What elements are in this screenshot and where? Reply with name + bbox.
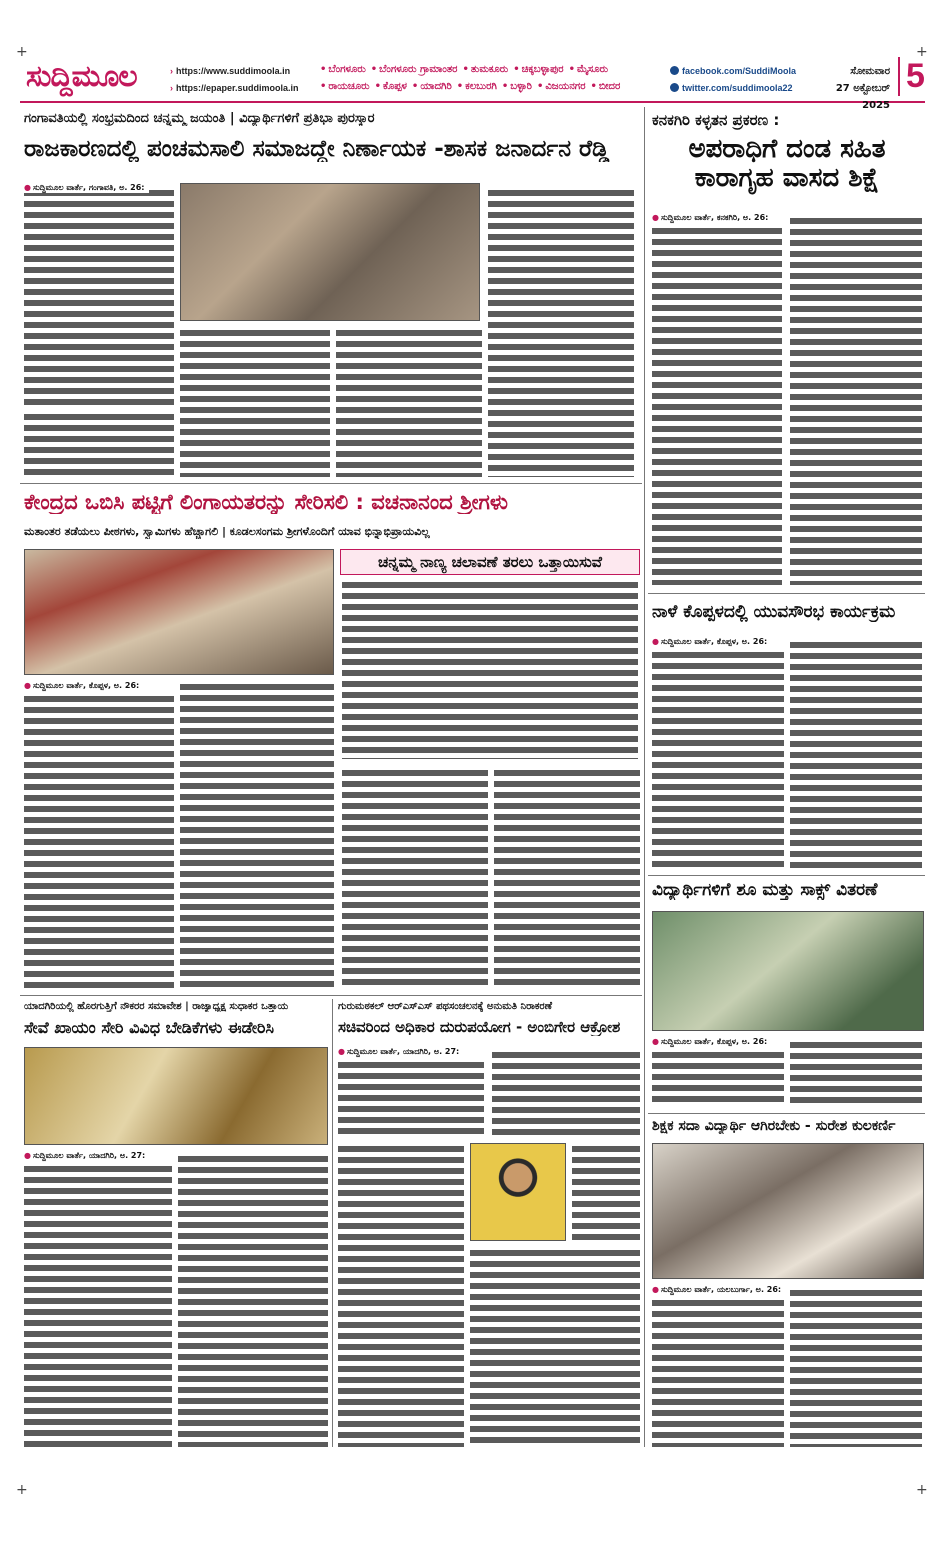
article-body — [338, 1143, 464, 1447]
article-body — [24, 693, 174, 989]
city-item: • ಕೊಪ್ಪಳ — [375, 81, 407, 92]
article-kicker: ಯಾದಗಿರಿಯಲ್ಲಿ ಹೊರಗುತ್ತಿಗೆ ನೌಕರರ ಸಮಾವೇಶ | ರಾಜ್ಯಾಧ್ಯಕ್ಷ ಸುಧಾಕರ ಒತ್ತಾಯ — [24, 1001, 289, 1012]
city-item: • ಮೈಸೂರು — [569, 64, 609, 75]
twitter-icon — [670, 83, 679, 92]
city-item: • ತುಮಕೂರು — [462, 64, 508, 75]
article-body — [24, 1163, 172, 1447]
section-divider — [648, 875, 925, 876]
article-body — [24, 411, 174, 477]
city-item: • ಬಳ್ಳಾರಿ — [502, 81, 532, 92]
section-divider — [648, 1113, 925, 1114]
article-subheadline: ಮತಾಂತರ ತಡೆಯಲು ಪೀಠಗಳು, ಸ್ವಾಮಿಗಳು ಹೆಚ್ಚಾಗಲಿ | ಕೂಡಲಸಂಗಮ ಶ್ರೀಗಳೊಂದಿಗೆ ಯಾವ ಭಿನ್ನಾಭಿಪ್ರಾಯವಿಲ್ಲ — [24, 525, 430, 538]
article-body — [338, 1059, 484, 1139]
person-portrait — [470, 1143, 566, 1241]
facebook-link[interactable]: facebook.com/SuddiMoola — [682, 66, 797, 76]
facebook-icon — [670, 66, 679, 75]
article-byline: ● ಸುದ್ದಿಮೂಲ ವಾರ್ತೆ, ಕೊಪ್ಪಳ, ಅ. 26: — [652, 1037, 771, 1047]
masthead — [20, 55, 925, 111]
twitter-link[interactable]: twitter.com/suddimoola22 — [682, 83, 793, 93]
city-item: • ರಾಯಚೂರು — [320, 81, 370, 92]
epaper-url[interactable]: › https://epaper.suddimoola.in — [170, 80, 299, 97]
article-photo — [24, 1047, 328, 1145]
article-body — [652, 1297, 784, 1447]
article-photo — [24, 549, 334, 675]
section-divider — [20, 995, 642, 996]
article-headline: ಶಿಕ್ಷಕ ಸದಾ ವಿದ್ಯಾರ್ಥಿ ಆಗಿರಬೇಕು - ಸುರೇಶ ಕುಲಕರ್ಣಿ — [652, 1119, 896, 1134]
article-headline: ರಾಜಕಾರಣದಲ್ಲಿ ಪಂಚಮಸಾಲಿ ಸಮಾಜದ್ದೇ ನಿರ್ಣಾಯಕ -ಶಾಸಕ ಜನಾರ್ದನ ರೆಡ್ಡಿ — [24, 137, 610, 162]
city-item: • ಬೀದರ — [590, 81, 620, 92]
article-headline: ವಿದ್ಯಾರ್ಥಿಗಳಿಗೆ ಶೂ ಮತ್ತು ಸಾಕ್ಸ್ ವಿತರಣೆ — [652, 881, 878, 900]
article-body — [652, 1049, 784, 1107]
article-body — [342, 767, 488, 989]
article-body — [790, 1039, 922, 1107]
weekday: ಸೋಮವಾರ — [850, 66, 890, 77]
article-byline: ● ಸುದ್ದಿಮೂಲ ವಾರ್ತೆ, ಯಾದಗಿರಿ, ಅ. 27: — [338, 1047, 463, 1057]
article-body — [790, 1287, 922, 1447]
website-url[interactable]: › https://www.suddimoola.in — [170, 63, 299, 80]
section-divider — [20, 483, 642, 484]
article-photo — [652, 911, 924, 1031]
city-item: • ವಿಜಯನಗರ — [537, 81, 586, 92]
article-body — [336, 327, 482, 477]
article-photo — [652, 1143, 924, 1279]
article-headline: ಸೇವೆ ಖಾಯಂ ಸೇರಿ ವಿವಿಧ ಬೇಡಿಕೆಗಳು ಈಡೇರಿಸಿ — [24, 1019, 274, 1037]
article-body — [790, 215, 922, 585]
article-byline: ● ಸುದ್ದಿಮೂಲ ವಾರ್ತೆ, ಯಲಬುರ್ಗಾ, ಅ. 26: — [652, 1285, 785, 1295]
article-body — [488, 187, 634, 477]
article-kicker: ಕನಕಗಿರಿ ಕಳ್ಳತನ ಪ್ರಕರಣ : — [652, 111, 780, 129]
crop-mark-top-right: + — [916, 44, 928, 60]
article-byline: ● ಸುದ್ದಿಮೂಲ ವಾರ್ತೆ, ಯಾದಗಿರಿ, ಅ. 27: — [24, 1151, 149, 1161]
article-byline: ● ಸುದ್ದಿಮೂಲ ವಾರ್ತೆ, ಕೊಪ್ಪಳ, ಅ. 26: — [652, 637, 771, 647]
article-body — [178, 1153, 328, 1447]
article-body — [342, 579, 638, 759]
city-item: • ಬೆಂಗಳೂರು ಗ್ರಾಮಾಂತರ — [371, 64, 458, 75]
city-item: • ಯಾದಗಿರಿ — [412, 81, 452, 92]
article-byline: ● ಸುದ್ದಿಮೂಲ ವಾರ್ತೆ, ಕನಕಗಿರಿ, ಅ. 26: — [652, 213, 772, 223]
page-number: 5 — [898, 57, 925, 96]
article-byline: ● ಸುದ್ದಿಮೂಲ ವಾರ್ತೆ, ಕೊಪ್ಪಳ, ಅ. 26: — [24, 681, 143, 691]
article-body — [24, 187, 174, 407]
article-kicker: ಗಂಗಾವತಿಯಲ್ಲಿ ಸಂಭ್ರಮದಿಂದ ಚನ್ನಮ್ಮ ಜಯಂತಿ | ವಿದ್ಯಾರ್ಥಿಗಳಿಗೆ ಪ್ರತಿಭಾ ಪುರಸ್ಕಾರ — [24, 111, 375, 126]
column-divider — [644, 107, 645, 1447]
city-item: • ಕಲಬುರಗಿ — [457, 81, 497, 92]
article-body — [572, 1143, 640, 1243]
social-links — [670, 63, 796, 97]
article-byline: ● ಸುದ್ದಿಮೂಲ ವಾರ್ತೆ, ಗಂಗಾವತಿ, ಅ. 26: — [24, 183, 149, 193]
article-body — [180, 681, 334, 989]
crop-mark-bottom-right: + — [916, 1482, 928, 1498]
article-kicker: ಗುರುಮಠಕಲ್ ಆರ್‌ಎಸ್‌ಎಸ್ ಪಥಸಂಚಲನಕ್ಕೆ ಅನುಮತಿ ನಿರಾಕರಣೆ — [338, 1001, 552, 1012]
article-photo — [180, 183, 480, 321]
website-links — [170, 63, 299, 97]
newspaper-logo: ಸುದ್ದಿಮೂಲ — [26, 59, 137, 94]
crop-mark-bottom-left: + — [16, 1482, 28, 1498]
newspaper-page — [20, 55, 925, 1505]
coin-demand-box-headline: ಚನ್ನಮ್ಮ ನಾಣ್ಯ ಚಲಾವಣೆ ತರಲು ಒತ್ತಾಯಿಸುವೆ — [340, 549, 640, 575]
article-body — [492, 1049, 640, 1139]
section-divider — [648, 593, 925, 594]
article-body — [652, 225, 782, 585]
column-divider — [332, 999, 333, 1447]
article-headline: ನಾಳೆ ಕೊಪ್ಪಳದಲ್ಲಿ ಯುವಸೌರಭ ಕಾರ್ಯಕ್ರಮ — [652, 603, 896, 622]
article-body — [470, 1247, 640, 1447]
article-headline: ಕೇಂದ್ರದ ಒಬಿಸಿ ಪಟ್ಟಿಗೆ ಲಿಂಗಾಯತರನ್ನು ಸೇರಿಸಲಿ : ವಚನಾನಂದ ಶ್ರೀಗಳು — [24, 491, 508, 514]
city-list — [320, 61, 690, 95]
article-body — [652, 649, 784, 869]
date-block — [810, 63, 890, 114]
article-body — [790, 639, 922, 869]
issue-date: 27 ಅಕ್ಟೋಬರ್ 2025 — [835, 83, 890, 111]
crop-mark-top-left: + — [16, 44, 28, 60]
article-headline: ಸಚಿವರಿಂದ ಅಧಿಕಾರ ದುರುಪಯೋಗ - ಅಂಬಿಗೇರ ಆಕ್ರೋಶ — [338, 1019, 621, 1036]
article-headline: ಅಪರಾಧಿಗೆ ದಂಡ ಸಹಿತ ಕಾರಾಗೃಹ ವಾಸದ ಶಿಕ್ಷೆ — [688, 134, 886, 193]
city-item: • ಬೆಂಗಳೂರು — [320, 64, 366, 75]
city-item: • ಚಿಕ್ಕಬಳ್ಳಾಪುರ — [513, 64, 563, 75]
article-body — [180, 327, 330, 477]
article-body — [494, 767, 640, 989]
